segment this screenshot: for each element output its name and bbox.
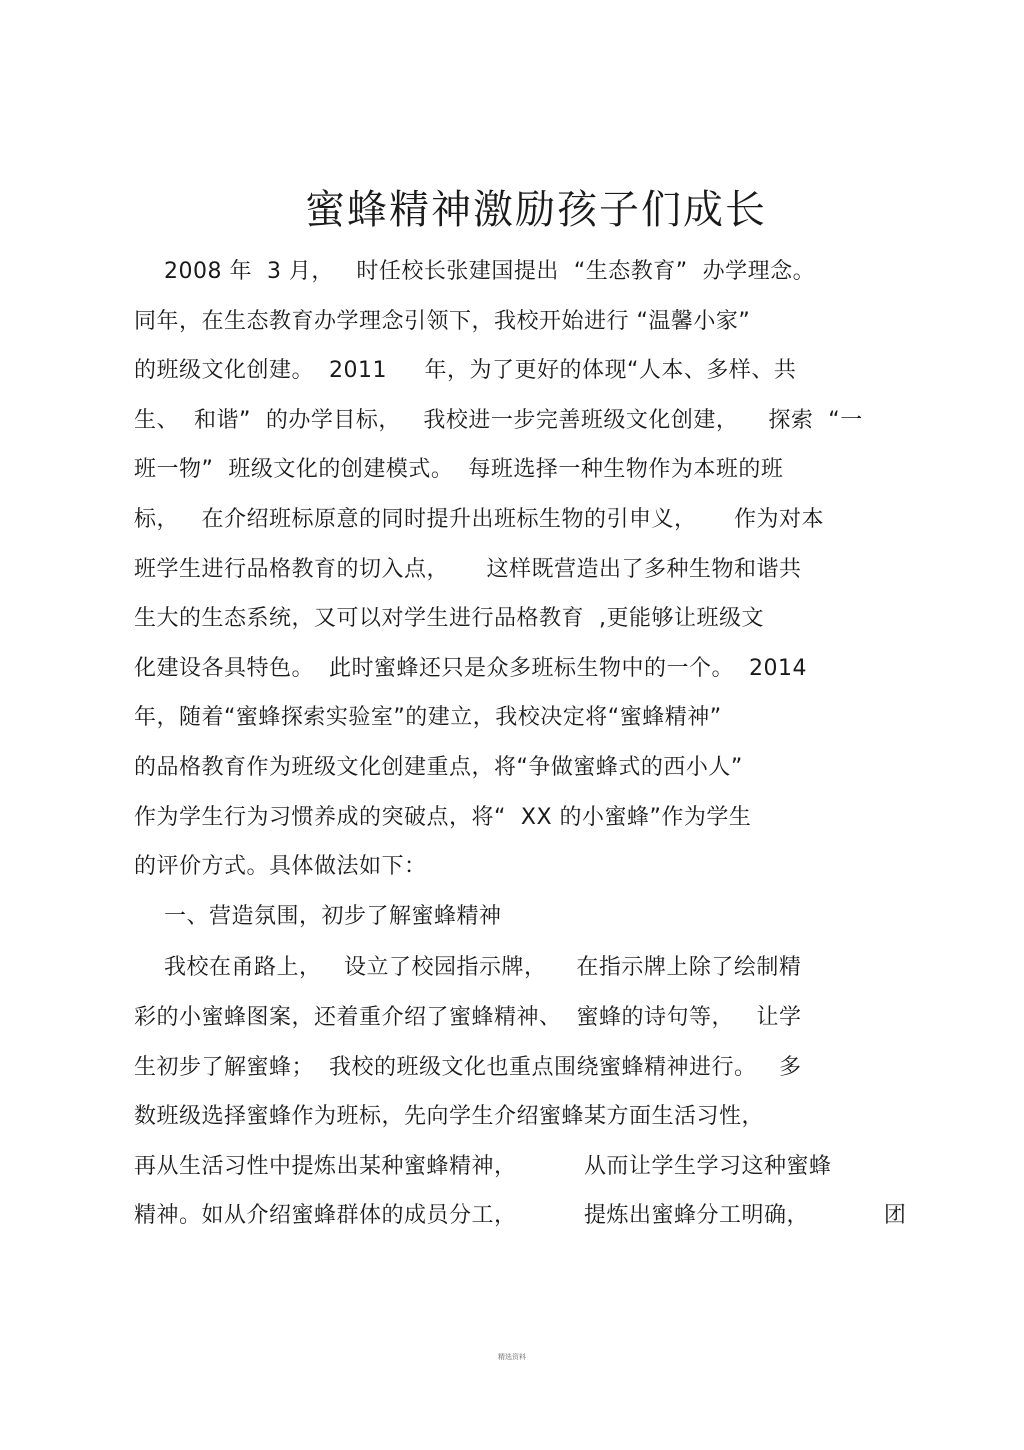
text-line: 的班级文化创建。 2011 年，为了更好的体现“人本、多样、共 — [134, 358, 797, 383]
text-line: 同年，在生态教育办学理念引领下，我校开始进行 “温馨小家” — [134, 309, 751, 334]
text-line: 数班级选择蜜蜂作为班标，先向学生介绍蜜蜂某方面生活习性， — [134, 1104, 765, 1129]
page-title: 蜜蜂精神激励孩子们成长 — [305, 187, 767, 233]
text-line: 我校在甬路上， 设立了校园指示牌， 在指示牌上除了绘制精 — [134, 955, 802, 980]
text-line: 再从生活习性中提炼出某种蜜蜂精神， 从而让学生学习这种蜜蜂 — [134, 1154, 832, 1179]
text-line: 的品格教育作为班级文化创建重点，将“争做蜜蜂式的西小人” — [134, 755, 743, 780]
text-line: 作为学生行为习惯养成的突破点，将“ XX 的小蜜蜂”作为学生 — [134, 805, 752, 830]
page-footer: 精选资料 — [498, 1353, 526, 1361]
text-line: 化建设各具特色。 此时蜜蜂还只是众多班标生物中的一个。 2014 — [134, 656, 807, 681]
text-line: 年，随着“蜜蜂探索实验室”的建立，我校决定将“蜜蜂精神” — [134, 705, 722, 730]
text-line: 2008 年 3 月， 时任校长张建国提出 “生态教育” 办学理念。 — [134, 259, 816, 284]
text-line: 班学生进行品格教育的切入点， 这样既营造出了多种生物和谐共 — [134, 557, 802, 582]
text-line: 生大的生态系统，又可以对学生进行品格教育 ,更能够让班级文 — [134, 606, 764, 631]
text-line: 标， 在介绍班标原意的同时提升出班标生物的引申义， 作为对本 — [134, 507, 824, 532]
text-line: 生、 和谐” 的办学目标， 我校进一步完善班级文化创建， 探索 “一 — [134, 408, 863, 433]
text-line: 班一物” 班级文化的创建模式。 每班选择一种生物作为本班的班 — [134, 457, 784, 482]
text-line: 生初步了解蜜蜂； 我校的班级文化也重点围绕蜜蜂精神进行。 多 — [134, 1055, 802, 1080]
text-line: 彩的小蜜蜂图案，还着重介绍了蜜蜂精神、 蜜蜂的诗句等， 让学 — [134, 1005, 802, 1030]
text-line: 的评价方式。具体做法如下： — [134, 854, 427, 879]
text-line: 精神。如从介绍蜜蜂群体的成员分工， 提炼出蜜蜂分工明确， 团 — [134, 1203, 907, 1228]
section-heading: 一、营造氛围，初步了解蜜蜂精神 — [134, 904, 502, 929]
